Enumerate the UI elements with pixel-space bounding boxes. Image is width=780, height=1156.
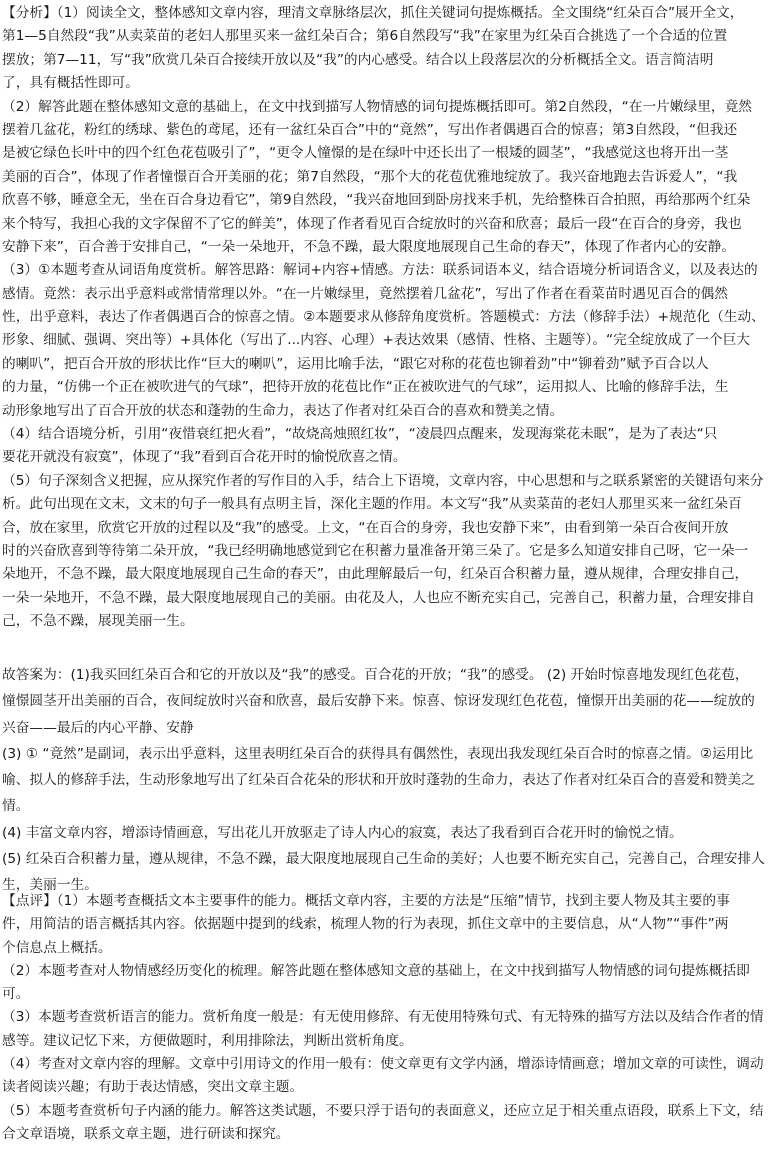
answer-line: 喻、拟人的修辞手法，生动形象地写出了红朵百合花朵的形状和开放时蓬勃的生命力，表达了作者对红朵百合的喜爱和赞美之 bbox=[2, 772, 755, 789]
answer-line: 憧憬圆茎开出美丽的百合，夜间绽放时兴奋和欣喜，最后安静下来。惊喜、惊讶发现红色花苞，憧憬开出美丽的花——绽放的 bbox=[2, 693, 755, 710]
analysis-line: （4）结合语境分析，引用“夜惜衰红把火看”，“故烧高烛照红妆”，“凌晨四点醒来，发现海棠花未眠”，是为了表达“只 bbox=[2, 426, 718, 443]
analysis-line: （5）句子深刻含义把握，应从探究作者的写作目的入手，结合上下语境，文章内容，中心思想和与之联系紧密的关键语句来分 bbox=[2, 472, 764, 489]
analysis-line: 感情。竟然：表示出乎意料或常情常理以外。“在一片嫩绿里，竟然摆着几盆花”，写出了作者在看菜苗时遇见百合的偶然 bbox=[2, 285, 728, 302]
review-line: 【点评】（1）本题考查概括文本主要事件的能力。概括文章内容，主要的方法是“压缩”情节，找到主要人物及其主要的事 bbox=[2, 893, 730, 909]
review-line: 合文章语境，联系文章主题，进行研读和探究。 bbox=[2, 1125, 290, 1142]
analysis-line: 合，放在家里，欣赏它开放的过程以及“我”的感受。上文，“在百合的身旁，我也安静下来”，由看到第一朵百合夜间开放 bbox=[2, 519, 729, 536]
analysis-line: 朵地开，不急不躁，最大限度地展现自己生命的春天”，由此理解最后一句，红朵百合积蓄力量，遵从规律，合理安排自己， bbox=[2, 566, 749, 583]
analysis-line: 析。此句出现在文末，文末的句子一般具有点明主旨，深化主题的作用。本文写“我”从卖菜苗的老妇人那里买来一盆红朵百 bbox=[2, 496, 742, 513]
analysis-line: 摆放；第7—11，写“我”欣赏几朵百合接续开放以及“我”的内心感受。结合以上段落层次的分析概括全文。语言简洁明 bbox=[2, 51, 714, 68]
analysis-line: 时的兴奋欣喜到等待第二朵开放，“我已经明确地感觉到它在积蓄力量准备开第三朵了。它是多么知道安排自己呀，它一朵一 bbox=[2, 542, 749, 559]
analysis-line: 欣喜不够，睡意全无，坐在百合身边看它”，第9自然段，“我兴奋地回到卧房找来手机，先给整株百合拍照，再给那两个红朵 bbox=[2, 192, 751, 209]
analysis-line: 来个特写，我担心我的文字保留不了它的鲜美”，体现了作者看见百合绽放时的兴奋和欣喜；最后一段“在百合的身旁，我也 bbox=[2, 215, 742, 232]
review-line: 个信息点上概括。 bbox=[2, 939, 112, 956]
analysis-line: 的喇叭”，把百合开放的形状比作“巨大的喇叭”，运用比喻手法，“跟它对称的花苞也铆着劲”中“铆着劲”赋予百合以人 bbox=[2, 355, 709, 372]
analysis-line: 要花开就没有寂寞”，体现了“我”看到百合花开时的愉悦欣喜之情。 bbox=[2, 449, 407, 466]
analysis-line: 动形象地写出了百合开放的状态和蓬勃的生命力，表达了作者对红朵百合的喜欢和赞美之情。 bbox=[2, 402, 564, 419]
analysis-line: 摆着几盆花，粉红的绣球、紫色的鸢尾，还有一盆红朵百合”中的“竟然”，写出作者偶遇百合的惊喜；第3自然段，“但我还 bbox=[2, 121, 738, 138]
answer-line: (5) 红朵百合积蓄力量，遵从规律，不急不躁，最大限度地展现自己生命的美好；人也要不断充实自己，完善自己，合理安排人 bbox=[2, 851, 765, 868]
analysis-line: （3）①本题考查从词语角度赏析。解答思路：解词+内容+情感。方法：联系词语本义，结合语境分析词语含义，以及表达的 bbox=[2, 262, 758, 279]
review-line: （2）本题考查对人物情感经历变化的梳理。解答此题在整体感知文意的基础上，在文中找到描写人物情感的词句提炼概括即 bbox=[2, 962, 750, 979]
analysis-line: 安静下来”，百合善于安排自己，“一朵一朵地开，不急不躁，最大限度地展现自己生命的春天”，体现了作者内心的安静。 bbox=[2, 238, 736, 255]
analysis-line: 【分析】（1）阅读全文，整体感知文章内容，理清文章脉络层次，抓住关键词句提炼概括。全文围绕“红朵百合”展开全文， bbox=[2, 5, 744, 21]
answer-line: (3) ① “竟然”是副词，表示出乎意料，这里表明红朵百合的获得具有偶然性，表现出我发现红朵百合时的惊喜之情。②运用比 bbox=[2, 745, 754, 762]
answer-line: 情。 bbox=[2, 798, 30, 815]
answer-line: 故答案为：(1)我买回红朵百合和它的开放以及“我”的感受。百合花的开放；“我”的感受。 (2) 开始时惊喜地发现红色花苞， bbox=[2, 667, 749, 683]
review-line: （5）本题考查赏析句子内涵的能力。解答这类试题，不要只浮于语句的表面意义，还应立足于相关重点语段，联系上下文，结 bbox=[2, 1102, 764, 1119]
review-line: 感等。建议记忆下来，方便做题时，利用排除法，判断出赏析角度。 bbox=[2, 1032, 413, 1049]
analysis-line: 己，不急不躁，展现美丽一生。 bbox=[2, 613, 194, 630]
analysis-line: （2）解答此题在整体感知文意的基础上，在文中找到描写人物情感的词句提炼概括即可。第2自然段，“在一片嫩绿里，竟然 bbox=[2, 98, 752, 115]
analysis-line: 是被它绿色长叶中的四个红色花苞吸引了”，“更令人憧憬的是在绿叶中还长出了一根矮的圆茎”，“我感觉这也将开出一茎 bbox=[2, 145, 729, 162]
review-line: 可。 bbox=[2, 986, 30, 1003]
review-line: 件，用简洁的语言概括其内容。依据题中提到的线索，梳理人物的行为表现，抓住文章中的主要信息，从“人物”“事件”两 bbox=[2, 916, 729, 933]
analysis-line: 了，具有概括性即可。 bbox=[2, 75, 139, 92]
answer-line: (4) 丰富文章内容，增添诗情画意，写出花儿开放驱走了诗人内心的寂寞，表达了我看到百合花开时的愉悦之情。 bbox=[2, 824, 683, 841]
analysis-line: 的力量，“仿佛一个正在被吹进气的气球”，把待开放的花苞比作“正在被吹进气的气球”，运用拟人、比喻的修辞手法，生 bbox=[2, 379, 729, 396]
review-line: （4）考查对文章内容的理解。文章中引用诗文的作用一般有：使文章更有文学内涵，增添诗情画意；增加文章的可读性，调动 bbox=[2, 1056, 764, 1073]
review-line: （3）本题考查赏析语言的能力。赏析角度一般是：有无使用修辞、有无使用特殊句式、有无特殊的描写方法以及结合作者的情 bbox=[2, 1009, 764, 1026]
analysis-line: 第1—5自然段“我”从卖菜苗的老妇人那里买来一盆红朵百合；第6自然段写“我”在家里为红朵百合挑选了一个合适的位置 bbox=[2, 28, 728, 45]
analysis-line: 美丽的百合”，体现了作者憧憬百合开美丽的花；第7自然段，“那个大的花苞优雅地绽放了。我兴奋地跑去告诉爱人”，“我 bbox=[2, 168, 738, 185]
answer-line: 生，美丽一生。 bbox=[2, 877, 98, 894]
analysis-line: 一朵一朵地开，不急不躁，最大限度地展现自己的美丽。由花及人，人也应不断充实自己，完善自己，积蓄力量，合理安排自 bbox=[2, 589, 755, 606]
answer-line: 兴奋——最后的内心平静、安静 bbox=[2, 719, 194, 736]
analysis-line: 性，出乎意料，表达了作者偶遇百合的惊喜之情。②本题要求从修辞角度赏析。答题模式：方法（修辞手法）+规范化（生动、 bbox=[2, 309, 765, 326]
answer-section bbox=[0, 662, 780, 899]
analysis-section bbox=[0, 2, 780, 634]
analysis-line: 形象、细腻、强调、突出等）+具体化（写出了...内容、心理）+表达效果（感情、性格、主题等）。“完全绽放成了一个巨大 bbox=[2, 332, 750, 349]
review-section bbox=[0, 890, 780, 1146]
review-line: 读者阅读兴趣；有助于表达情感，突出文章主题。 bbox=[2, 1079, 304, 1096]
